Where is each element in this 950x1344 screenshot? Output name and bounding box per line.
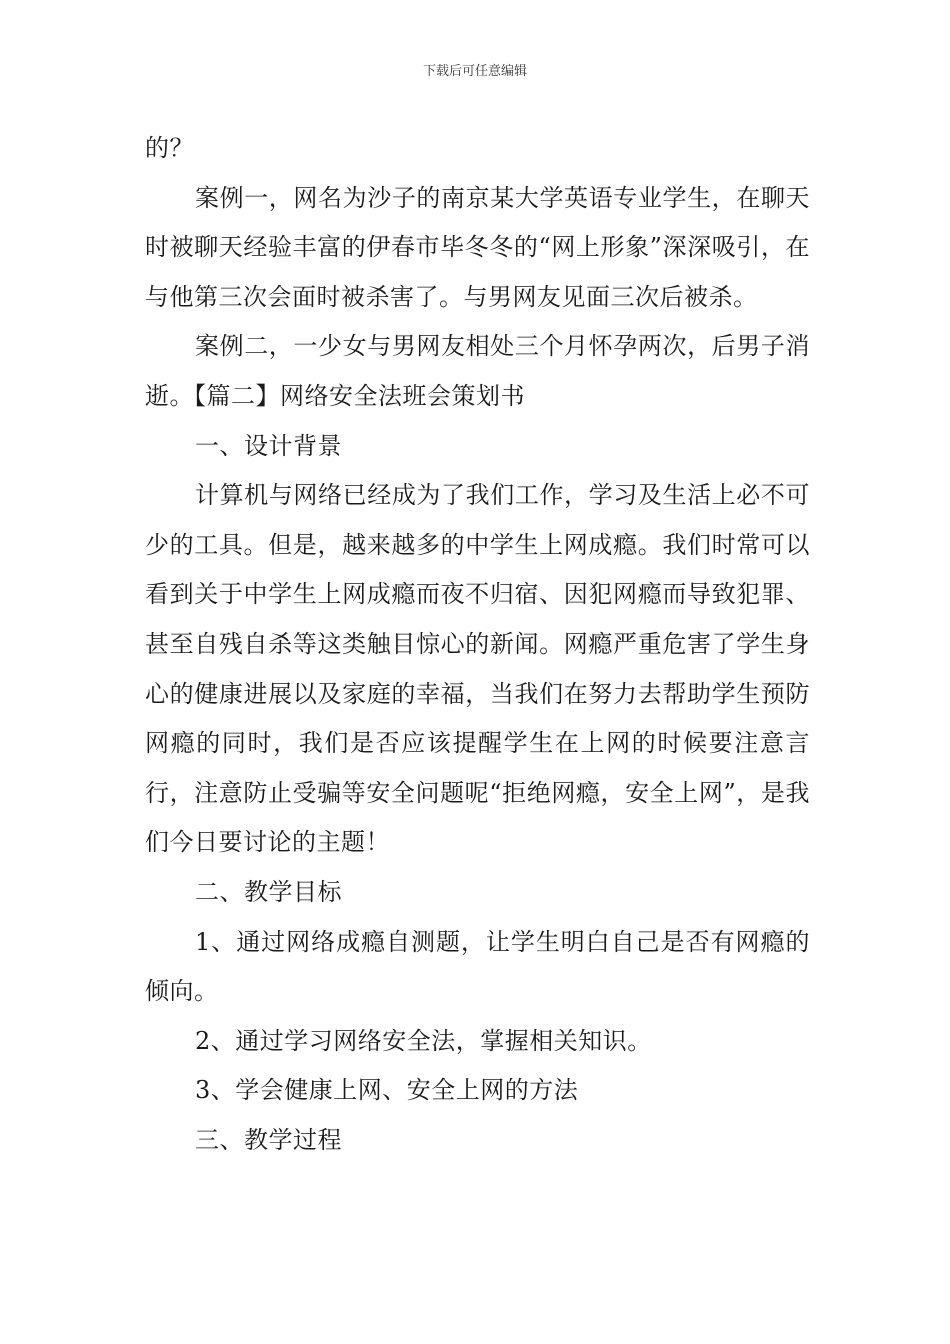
paragraph-background: 计算机与网络已经成为了我们工作，学习及生活上必不可少的工具。但是，越来越多的中学生上网成瘾。我们时常可以看到关于中学生上网成瘾而夜不归宿、因犯网瘾而导致犯罪、甚至自残自杀等这类触目惊心的新闻。网瘾严重危害了学生身心的健康进展以及家庭的幸福，当我们在努力去帮助学生预防网瘾的同时，我们是否应该提醒学生在上网的时候要注意言行，注意防止受骗等安全问题呢“拒绝网瘾，安全上网”，是我们今日要讨论的主题！	[145, 481, 810, 857]
goal-item-1: 1、通过网络成瘾自测题，让学生明白自己是否有网瘾的倾向。	[145, 927, 810, 1006]
page-header-watermark: 下载后可任意编辑	[422, 64, 527, 79]
paragraph-case-one: 案例一，网名为沙子的南京某大学英语专业学生，在聊天时被聊天经验丰富的伊春市毕冬冬的“网上形象”深深吸引，在与他第三次会面时被杀害了。与男网友见面三次后被杀。	[145, 183, 810, 311]
section-heading-process: 三、教学过程	[195, 1125, 342, 1154]
paragraph-case-two: 案例二，一少女与男网友相处三个月怀孕两次，后男子消逝。【篇二】网络安全法班会策划书	[145, 332, 810, 410]
paragraph-continuation: 的？	[145, 134, 194, 162]
goal-item-2: 2、通过学习网络安全法，掌握相关知识。	[195, 1026, 652, 1055]
section-heading-goals: 二、教学目标	[195, 877, 342, 906]
document-body	[145, 124, 810, 1165]
section-heading-background: 一、设计背景	[195, 431, 342, 460]
goal-item-3: 3、学会健康上网、安全上网的方法	[195, 1076, 579, 1105]
